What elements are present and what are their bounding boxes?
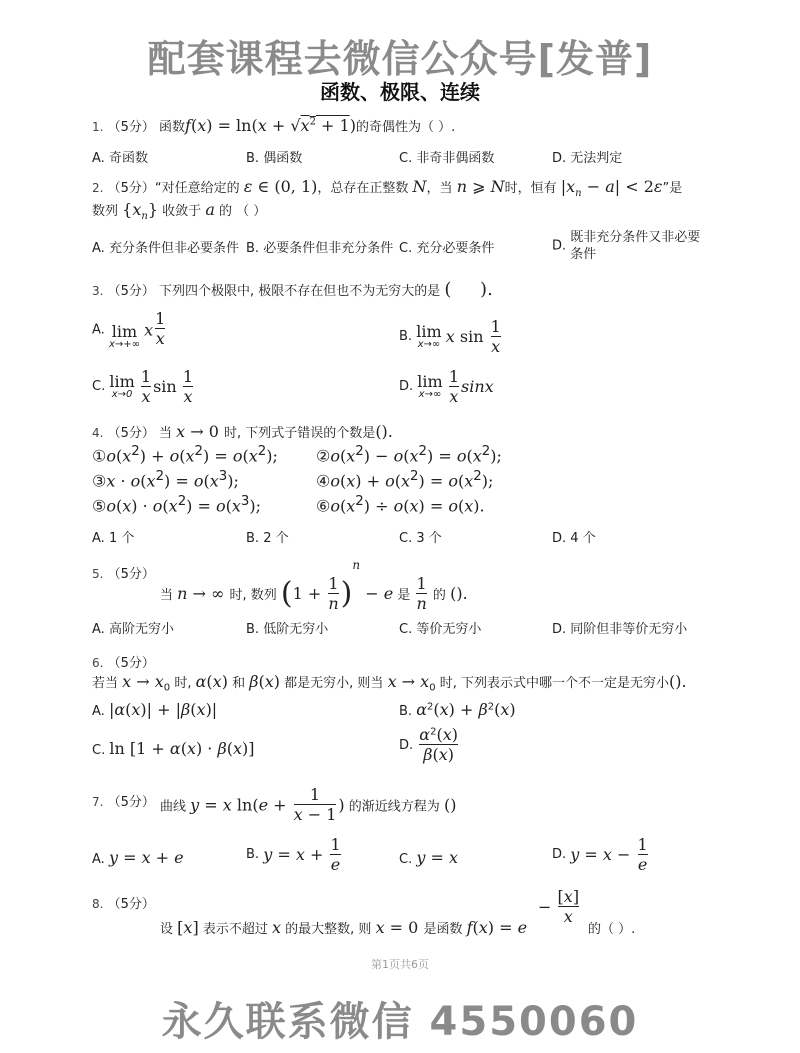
- formula-line-2: $②o(x^2) - o(x^2) = o(x^2)$;: [316, 444, 502, 466]
- option-b[interactable]: B. 2 个: [246, 531, 289, 546]
- question-8-end: 的（ ）.: [588, 922, 636, 937]
- question-number: 1.: [92, 120, 104, 134]
- option-a[interactable]: A. y = x + e: [92, 848, 184, 867]
- exponent-formula: − $\frac{[x]}{x}$: [538, 887, 580, 927]
- option-a[interactable]: A. 奇函数: [92, 151, 148, 166]
- formula-line-4: ④o(x) + $o(x^2) = o(x^2)$;: [316, 469, 494, 491]
- question-2-line2: 数列 $\{x_n\}$ 收敛于 a 的 （ ）: [92, 200, 267, 223]
- question-5: 当 n → ∞ 时, 数列 (1 + $\frac{1}{n}$ )$^n$ − e 是 $\frac{1}{n}$ 的 ().: [160, 558, 468, 613]
- formula-line-6: $⑥o(x^2) \div o(x) = o(x)$.: [316, 494, 485, 516]
- question-6: 若当 $x \to x_0$ 时, α(x) 和 β(x) 都是无穷小, 则当 $x \to x_0$ 时, 下列表示式中哪一个不一定是无穷小().: [92, 672, 687, 694]
- option-b[interactable]: B. 低阶无穷小: [246, 622, 329, 637]
- option-b[interactable]: B. 偶函数: [246, 151, 303, 166]
- formula-line-3: ③x · $o(x^2) = o(x^3)$;: [92, 469, 239, 491]
- page-title: 函数、极限、连续: [320, 80, 480, 104]
- option-c[interactable]: C. ln [1 + α(x) · β(x)]: [92, 739, 255, 758]
- question-4: 4. （5分） 当 x → 0 时, 下列式子错误的个数是().: [92, 422, 393, 441]
- question-8-number: 8. （5分）: [92, 897, 155, 912]
- option-b[interactable]: B. $\alpha^2(x) + \beta^2(x)$: [399, 700, 516, 719]
- option-d[interactable]: D. 同阶但非等价无穷小: [552, 622, 688, 637]
- question-text: 函数: [159, 120, 186, 135]
- option-b[interactable]: B. y = x + $\frac{1}{e}$: [246, 835, 341, 874]
- option-a[interactable]: A. |α(x)| + |β(x)|: [92, 700, 218, 719]
- option-b[interactable]: B. lim x→∞ x sin $\frac{1}{x}$: [399, 317, 501, 356]
- option-c[interactable]: C. 等价无穷小: [399, 622, 482, 637]
- option-c[interactable]: C. lim x→0 $\frac{1}{x}$ sin $\frac{1}{x}$: [92, 367, 194, 406]
- question-5-number: 5. （5分）: [92, 567, 155, 582]
- option-b[interactable]: B. 必要条件但非充分条件: [246, 241, 394, 256]
- option-d[interactable]: D. 既非充分条件又非必要 条件: [552, 230, 701, 262]
- option-d[interactable]: D. $\frac{\alpha^2(x)}{\beta(x)}$: [399, 725, 459, 765]
- option-c[interactable]: C. y = x: [399, 848, 459, 867]
- option-d[interactable]: D. 无法判定: [552, 151, 623, 166]
- option-c[interactable]: C. 充分必要条件: [399, 241, 495, 256]
- question-score: （5分）: [107, 120, 155, 135]
- option-d[interactable]: D. 4 个: [552, 531, 596, 546]
- question-6-number: 6. （5分）: [92, 656, 155, 671]
- question-2: 2. （5分）“对任意给定的 ε ∈ (0, 1)，总存在正整数 N，当 n ⩾ N时，恒有 $|x_n - a| < 2\varepsilon$”是: [92, 177, 683, 200]
- question-3: 3. （5分） 下列四个极限中, 极限不存在但也不为无穷大的是 ( ).: [92, 279, 493, 300]
- formula-line-1: $①o(x^2) + o(x^2) = o(x^2)$;: [92, 444, 278, 466]
- question-7-number: 7. （5分）: [92, 795, 155, 810]
- option-d[interactable]: D. y = x − $\frac{1}{e}$: [552, 835, 648, 874]
- watermark-bottom: 永久联系微信 4550060: [161, 999, 639, 1045]
- question-1: 1. （5分） 函数$f(x) = \ln(x + √x^2 + 1)$的奇偶性为（ ）.: [92, 116, 456, 135]
- page-footer: 第1页共6页: [371, 958, 429, 971]
- question-7: 曲线 y = x ln(e + $\frac{1}{x - 1}$ ) 的渐近线方程为 (): [160, 785, 457, 824]
- formula: f: [185, 116, 191, 135]
- option-a[interactable]: A. 1 个: [92, 531, 135, 546]
- option-a[interactable]: A. lim x→+∞ x $\frac{1}{x}$: [92, 309, 166, 350]
- question-text: 的奇偶性为（ ）.: [355, 120, 456, 135]
- option-d[interactable]: D. lim x→∞ $\frac{1}{x}$ sinx: [399, 367, 494, 406]
- option-a[interactable]: A. 充分条件但非必要条件: [92, 241, 239, 256]
- watermark-top: 配套课程去微信公众号[发普]: [147, 37, 653, 81]
- option-a[interactable]: A. 高阶无穷小: [92, 622, 174, 637]
- option-c[interactable]: C. 非奇非偶函数: [399, 151, 495, 166]
- question-8: 设 [x] 表示不超过 x 的最大整数, 则 x = 0 是函数 f(x) = e: [160, 918, 528, 937]
- formula-line-5: ⑤o(x) · $o(x^2) = o(x^3)$;: [92, 494, 262, 516]
- option-c[interactable]: C. 3 个: [399, 531, 442, 546]
